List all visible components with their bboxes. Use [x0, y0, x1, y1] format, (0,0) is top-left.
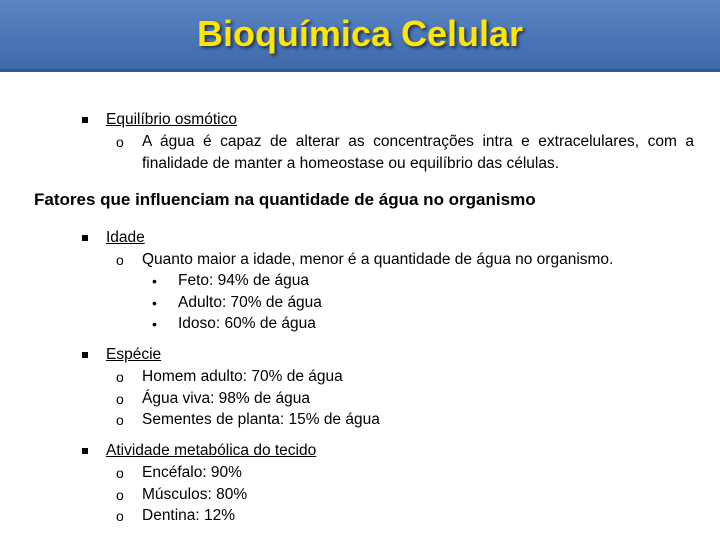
idade-description: Quanto maior a idade, menor é a quantidade de água no organismo. [142, 251, 614, 268]
atividade-item: Músculos: 80% [142, 486, 248, 503]
dot-bullet-icon: • [152, 316, 157, 332]
atividade-item: Dentina: 12% [142, 507, 236, 524]
dot-bullet-icon: • [152, 273, 157, 289]
circle-bullet-icon: o [116, 508, 124, 524]
title-banner [0, 0, 720, 72]
square-bullet-icon [82, 235, 88, 241]
circle-bullet-icon: o [116, 134, 124, 150]
idade-point: Feto: 94% de água [178, 272, 309, 289]
section-heading: Fatores que influenciam na quantidade de água no organismo [34, 190, 536, 209]
circle-bullet-icon: o [116, 369, 124, 385]
square-bullet-icon [82, 448, 88, 454]
item-especie: Espécie [106, 346, 162, 363]
especie-item: Homem adulto: 70% de água [142, 368, 343, 385]
item-idade: Idade [106, 229, 145, 246]
idade-point: Idoso: 60% de água [178, 315, 316, 332]
circle-bullet-icon: o [116, 391, 124, 407]
item-atividade: Atividade metabólica do tecido [106, 442, 317, 459]
circle-bullet-icon: o [116, 487, 124, 503]
dot-bullet-icon: • [152, 295, 157, 311]
especie-item: Sementes de planta: 15% de água [142, 411, 380, 428]
atividade-item: Encéfalo: 90% [142, 464, 242, 481]
circle-bullet-icon: o [116, 252, 124, 268]
idade-point: Adulto: 70% de água [178, 294, 322, 311]
especie-item: Água viva: 98% de água [142, 390, 311, 407]
circle-bullet-icon: o [116, 412, 124, 428]
item-equilibrio: Equilíbrio osmótico [106, 111, 237, 128]
circle-bullet-icon: o [116, 465, 124, 481]
square-bullet-icon [82, 352, 88, 358]
equilibrio-description: A água é capaz de alterar as concentrações intra e extracelulares, com a finalidade de manter a homeostase ou equilíbrio das células. [142, 133, 694, 172]
square-bullet-icon [82, 117, 88, 123]
slide-title: Bioquímica Celular [196, 13, 524, 54]
